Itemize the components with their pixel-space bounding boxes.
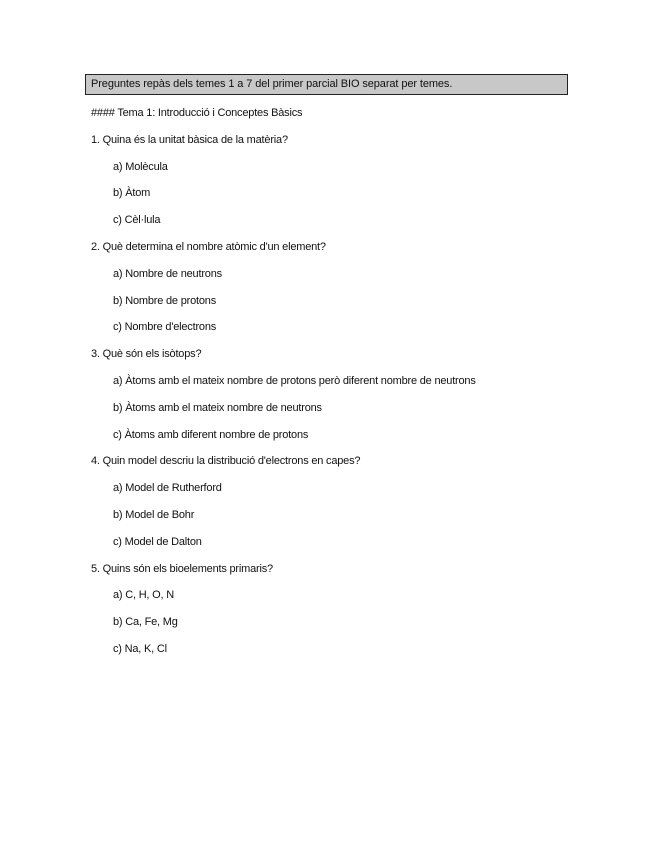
question-5-option-b: b) Ca, Fe, Mg — [113, 616, 178, 629]
question-1: 1. Quina és la unitat bàsica de la matèria? — [91, 133, 288, 146]
question-1-option-a: a) Molècula — [113, 160, 168, 173]
question-3: 3. Què són els isòtops? — [91, 348, 202, 361]
question-3-option-b: b) Àtoms amb el mateix nombre de neutrons — [113, 401, 322, 414]
question-4-option-c: c) Model de Dalton — [113, 535, 202, 548]
question-1-option-b: b) Àtom — [113, 187, 151, 200]
document-title: Preguntes repàs dels temes 1 a 7 del primer parcial BIO separat per temes. — [85, 74, 568, 95]
document-body — [91, 104, 631, 667]
section-heading: #### Tema 1: Introducció i Conceptes Bàsics — [91, 107, 303, 119]
question-2-option-a: a) Nombre de neutrons — [113, 267, 222, 280]
question-2-option-c: c) Nombre d'electrons — [113, 321, 217, 334]
question-1-option-c: c) Cèl·lula — [113, 214, 161, 227]
question-3-option-a: a) Àtoms amb el mateix nombre de protons però diferent nombre de neutrons — [113, 374, 476, 387]
question-4-option-a: a) Model de Rutherford — [113, 482, 222, 495]
question-5: 5. Quins són els bioelements primaris? — [91, 562, 273, 575]
question-4-option-b: b) Model de Bohr — [113, 508, 195, 521]
question-5-option-c: c) Na, K, Cl — [113, 642, 167, 655]
question-3-option-c: c) Àtoms amb diferent nombre de protons — [113, 428, 309, 441]
question-2-option-b: b) Nombre de protons — [113, 294, 216, 307]
question-5-option-a: a) C, H, O, N — [113, 589, 174, 602]
question-4: 4. Quin model descriu la distribució d'electrons en capes? — [91, 455, 361, 468]
question-2: 2. Què determina el nombre atòmic d'un element? — [91, 240, 326, 253]
